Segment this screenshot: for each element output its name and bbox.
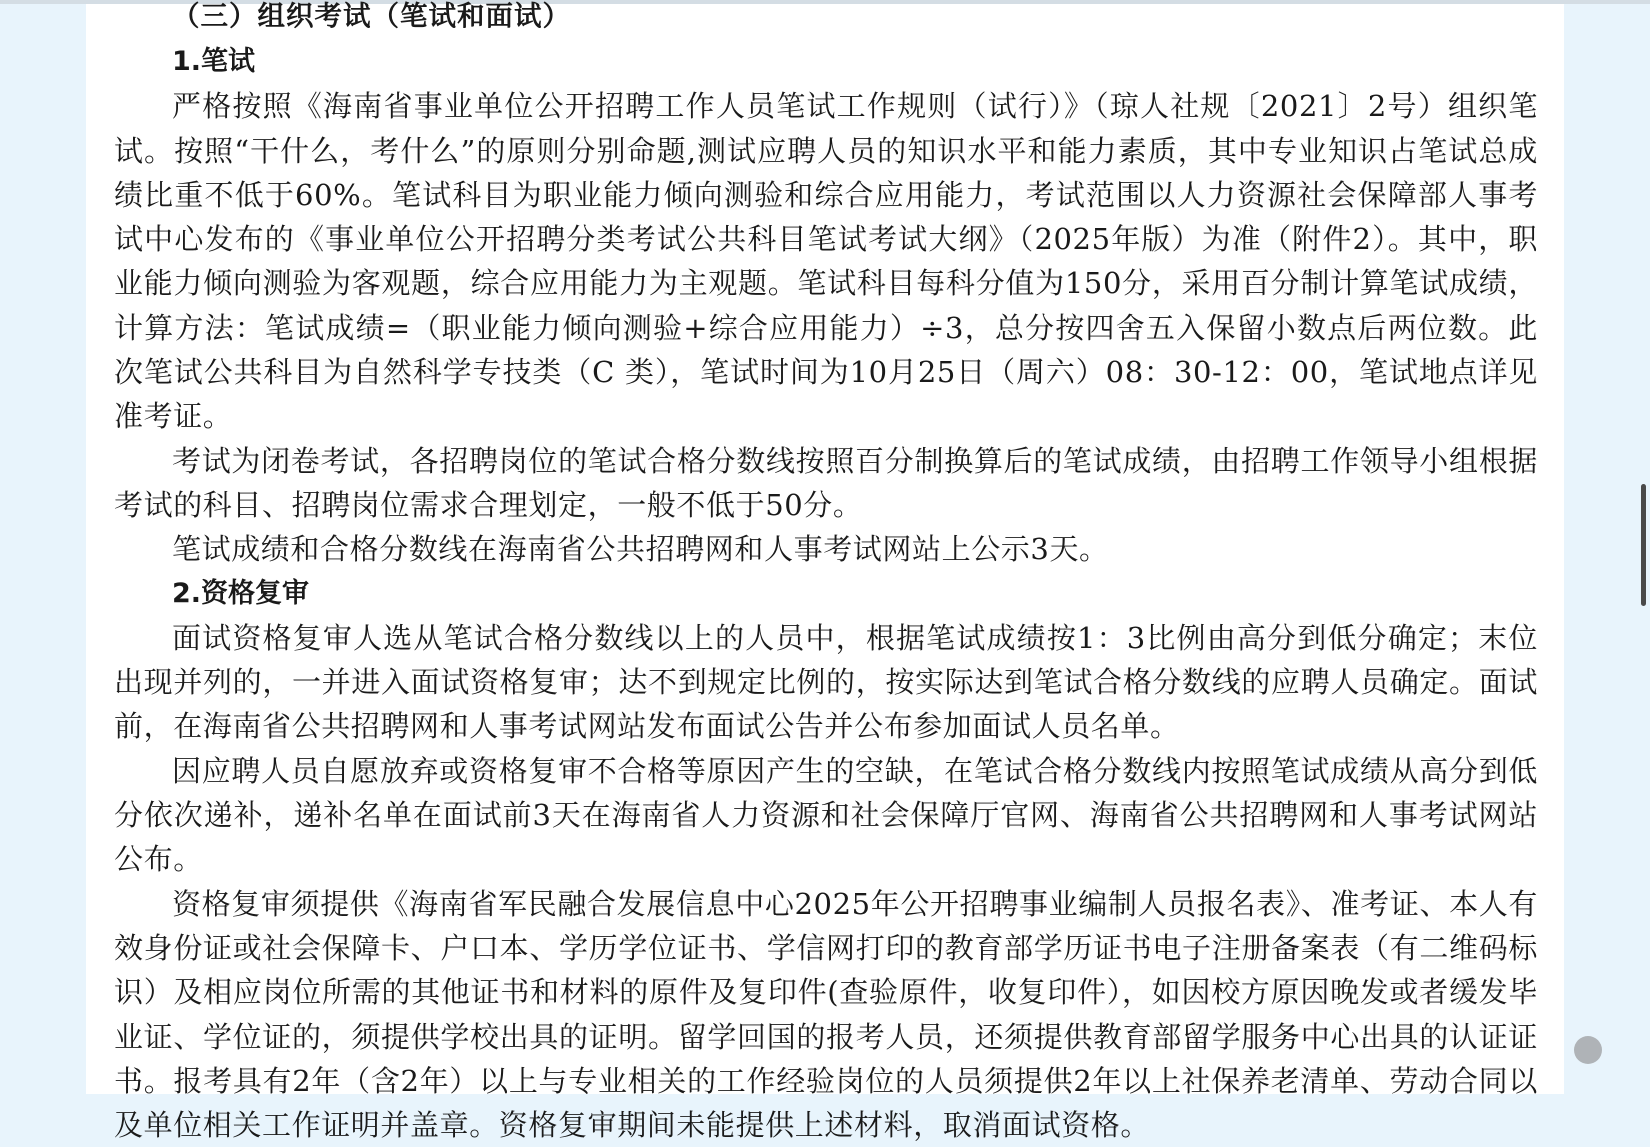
- vertical-scrollbar[interactable]: [1636, 0, 1650, 1080]
- written-exam-heading: 1.笔试: [172, 46, 256, 77]
- section-heading: （三）组织考试（笔试和面试）: [172, 0, 571, 32]
- paragraph: 资格复审须提供《海南省军民融合发展信息中心2025年公开招聘事业编制人员报名表》、准考证、本人有效身份证或社会保障卡、户口本、学历学位证书、学信网打印的教育部学历证书电子注册备案表（有二维码标识）及相应岗位所需的其他证书和材料的原件及复印件(查验原件，收复印件），如因校方原因晚发或者缓发毕业证、学位证的，须提供学校出具的证明。留学回国的报考人员，还须提供教育部留学服务中心出具的认证证书。报考具有2年（含2年）以上与专业相关的工作经验岗位的人员须提供2年以上社保养老清单、劳动合同以及单位相关工作证明并盖章。资格复审期间未能提供上述材料，取消面试资格。: [114, 886, 1538, 1143]
- paragraph: 考试为闭卷考试，各招聘岗位的笔试合格分数线按照百分制换算后的笔试成绩，由招聘工作领导小组根据考试的科目、招聘岗位需求合理划定，一般不低于50分。: [114, 443, 1538, 522]
- page-content: [114, 0, 1538, 1147]
- paragraph: 因应聘人员自愿放弃或资格复审不合格等原因产生的空缺，在笔试合格分数线内按照笔试成绩从高分到低分依次递补，递补名单在面试前3天在海南省人力资源和社会保障厅官网、海南省公共招聘网和人事考试网站公布。: [114, 753, 1538, 877]
- paragraph: 笔试成绩和合格分数线在海南省公共招聘网和人事考试网站上公示3天。: [172, 532, 1109, 567]
- qualification-review-heading: 2.资格复审: [172, 577, 310, 609]
- floating-action-dot[interactable]: [1574, 1036, 1602, 1064]
- document-page: [86, 0, 1564, 1143]
- scrollbar-thumb[interactable]: [1641, 484, 1646, 606]
- paragraph: 严格按照《海南省事业单位公开招聘工作人员笔试工作规则（试行）》（琼人社规〔2021〕2号）组织笔试。按照“干什么，考什么”的原则分别命题,测试应聘人员的知识水平和能力素质，其中专业知识占笔试总成绩比重不低于60%。笔试科目为职业能力倾向测验和综合应用能力，考试范围以人力资源社会保障部人事考试中心发布的《事业单位公开招聘分类考试公共科目笔试考试大纲》（2025年版）为准（附件2）。其中，职业能力倾向测验为客观题，综合应用能力为主观题。笔试科目每科分值为150分，采用百分制计算笔试成绩，计算方法：笔试成绩=（职业能力倾向测验+综合应用能力）÷3，总分按四舍五入保留小数点后两位数。此次笔试公共科目为自然科学专技类（C 类），笔试时间为10月25日（周六）08：30-12：00，笔试地点详见准考证。: [114, 89, 1538, 434]
- paragraph: 面试资格复审人选从笔试合格分数线以上的人员中，根据笔试成绩按1：3比例由高分到低分确定；末位出现并列的，一并进入面试资格复审；达不到规定比例的，按实际达到笔试合格分数线的应聘人员确定。面试前，在海南省公共招聘网和人事考试网站发布面试公告并公布参加面试人员名单。: [114, 620, 1538, 744]
